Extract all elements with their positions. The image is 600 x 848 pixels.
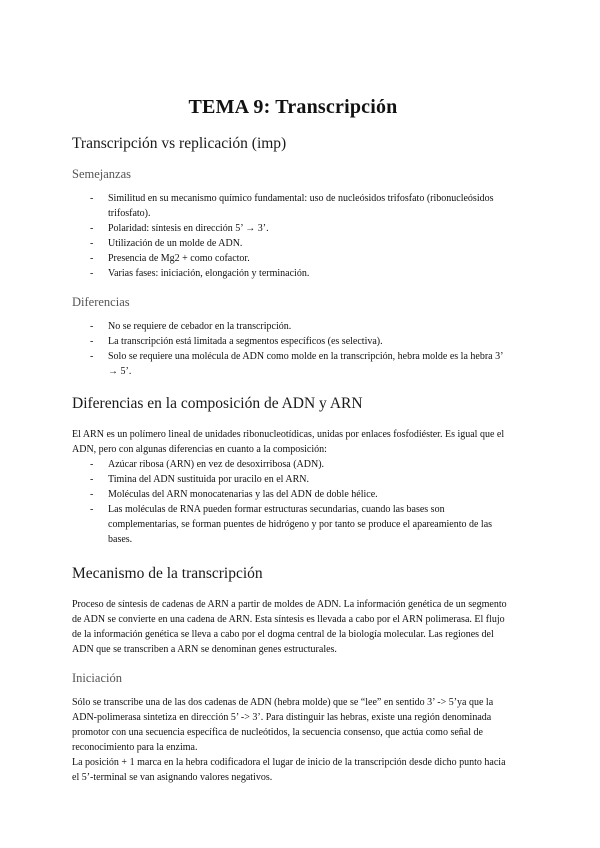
list-item: - Similitud en su mecanismo químico fundamental: uso de nucleósidos trifosfato (ribonucleósidos trifosfato). <box>88 191 514 221</box>
section-heading-transcripcion-vs-replicacion: Transcripción vs replicación (imp) <box>72 135 287 152</box>
list-item: - Timina del ADN sustituida por uracilo en el ARN. <box>88 472 514 487</box>
list-item: - Utilización de un molde de ADN. <box>88 236 514 251</box>
subheading-diferencias: Diferencias <box>72 295 130 309</box>
composicion-intro-paragraph: El ARN es un polímero lineal de unidades ribonucleotídicas, unidas por enlaces fosfodiéster. Es igual que el ADN, pero con algunas diferencias en cuanto a la composición: <box>72 429 505 455</box>
list-item: - Moléculas del ARN monocatenarias y las del ADN de doble hélice. <box>88 487 514 502</box>
composicion-list <box>72 457 514 547</box>
subheading-iniciacion: Iniciación <box>72 671 122 685</box>
list-item: - No se requiere de cebador en la transcripción. <box>88 319 514 334</box>
list-item: - Presencia de Mg2 + como cofactor. <box>88 251 514 266</box>
diferencias-list <box>72 319 514 379</box>
list-item: - Polaridad: síntesis en dirección 5’ → 3’. <box>88 221 514 236</box>
iniciacion-paragraph-2: La posición + 1 marca en la hebra codificadora el lugar de inicio de la transcripción desde dicho punto hacia el 5’-terminal se van asignando valores negativos. <box>72 757 506 783</box>
section-heading-mecanismo: Mecanismo de la transcripción <box>72 565 263 582</box>
list-item: - Solo se requiere una molécula de ADN como molde en la transcripción, hebra molde es la hebra 3’ → 5’. <box>88 349 514 379</box>
subheading-semejanzas: Semejanzas <box>72 167 132 181</box>
semejanzas-list <box>72 191 514 281</box>
iniciacion-paragraph-1: Sólo se transcribe una de las dos cadenas de ADN (hebra molde) que se “lee” en sentido 3’ -> 5’ya que la ADN-polimerasa sintetiza en dirección 5’ -> 3’. Para distinguir las hebras, existe una región denominada promotor con una secuencia específica de nucleótidos, la secuencia consenso, que actúa como señal de reconocimiento para la enzima. <box>72 697 494 753</box>
list-item: - Azúcar ribosa (ARN) en vez de desoxirribosa (ADN). <box>88 457 514 472</box>
list-item: - Las moléculas de RNA pueden formar estructuras secundarias, cuando las bases son complementarias, se forman puentes de hidrógeno y por tanto se produce el apareamiento de las bases. <box>88 502 514 547</box>
mecanismo-intro-paragraph: Proceso de síntesis de cadenas de ARN a partir de moldes de ADN. La información genética de un segmento de ADN se convierte en una cadena de ARN. Esta síntesis es llevada a cabo por el ARN polimerasa. El flujo de la información genética se lleva a cabo por el dogma central de la biología molecular. Las regiones del ADN que se transcriben a ARN se denominan genes estructurales. <box>72 599 507 655</box>
list-item: - Varias fases: iniciación, elongación y terminación. <box>88 266 514 281</box>
page-title: TEMA 9: Transcripción <box>188 96 398 118</box>
section-heading-diferencias-composicion: Diferencias en la composición de ADN y ARN <box>72 395 363 412</box>
list-item: - La transcripción está limitada a segmentos específicos (es selectiva). <box>88 334 514 349</box>
